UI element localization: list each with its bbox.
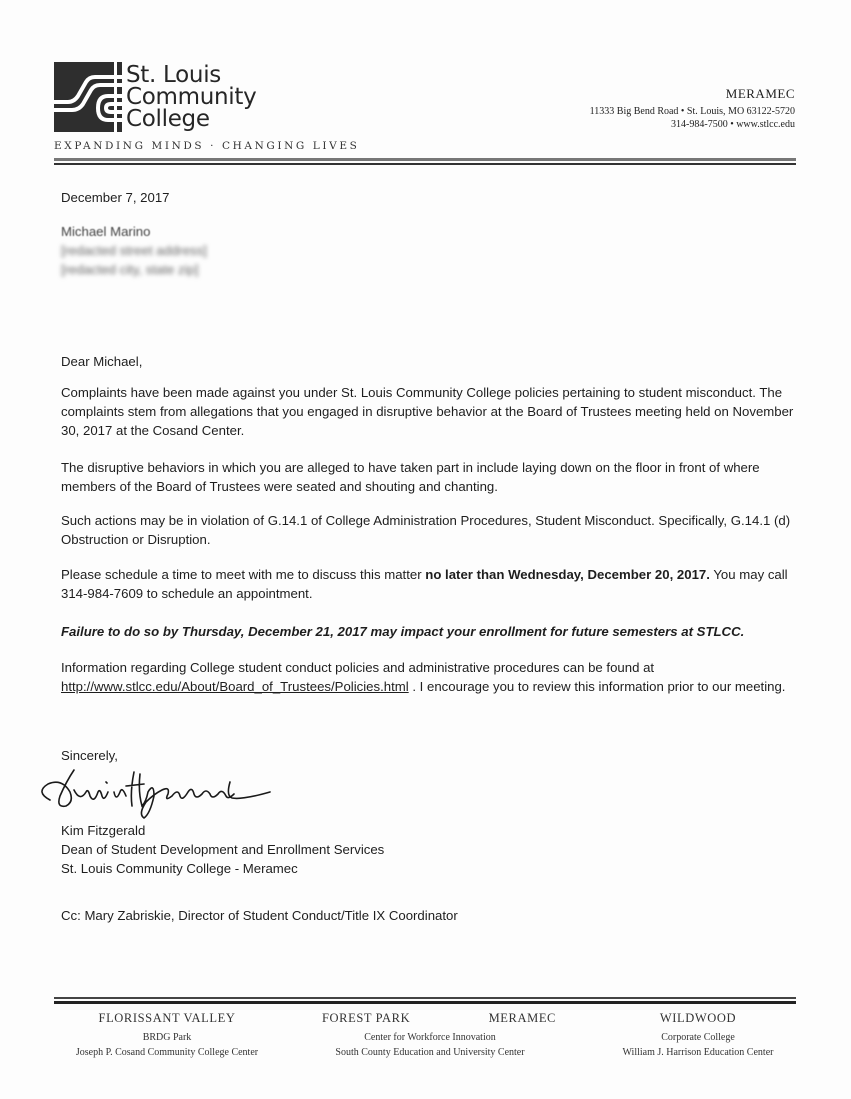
header-divider [54,158,796,161]
footer-campus-name: FOREST PARK [322,1011,411,1025]
footer-campus-florissant-valley [52,1011,282,1060]
paragraph-complaint: Complaints have been made against you under St. Louis Community College policies pertaining to student misconduct. The complaints stem from allegations that you engaged in disruptive behavior at the Board of Trustees meeting held on November 30, 2017 at the Cosand Center. [61,385,794,438]
tagline: EXPANDING MINDS · CHANGING LIVES [54,140,360,152]
signer-title: Dean of Student Development and Enrollment Services [61,842,385,857]
paragraph-warning: Failure to do so by Thursday, December 21, 2017 may impact your enrollment for future semesters at STLCC. [61,624,745,639]
campus-contact: 314-984-7500 • www.stlcc.edu [671,119,795,130]
college-wordmark [126,64,256,130]
deadline-text: no later than Wednesday, December 20, 2017. [425,567,710,582]
footer-campus-name: FLORISSANT VALLEY [98,1011,236,1025]
recipient-block [61,222,801,279]
footer-campus-line: BRDG Park [142,1032,192,1043]
footer-divider [54,1001,796,1004]
cc-line: Cc: Mary Zabriskie, Director of Student Conduct/Title IX Coordinator [61,908,458,923]
signer-name: Kim Fitzgerald [61,823,146,838]
wordmark-line: Community [126,84,257,110]
header-divider [54,163,796,165]
signer-org: St. Louis Community College - Meramec [61,861,298,876]
campus-address: 11333 Big Bend Road • St. Louis, MO 63122-5720 [589,106,795,117]
footer-campus-forest-park-meramec [300,1011,560,1060]
stlcc-logo-mark-icon [54,62,122,132]
recipient-address-redacted: [redacted street address] [61,243,207,258]
paragraph-violation: Such actions may be in violation of G.14.1 of College Administration Procedures, Student Misconduct. Specifically, G.14.1 (d) Obstruction or Disruption. [61,513,791,547]
footer-campus-name: WILDWOOD [659,1011,737,1025]
paragraph-schedule [61,565,801,603]
recipient-address-redacted: [redacted city, state zip] [61,262,199,277]
signature-icon [30,762,280,822]
letter-date: December 7, 2017 [61,190,170,205]
footer-campus-line: South County Education and University Center [335,1047,525,1058]
paragraph-behaviors: The disruptive behaviors in which you are alleged to have taken part in include laying down on the floor in front of where members of the Board of Trustees were seated and shouting and chanting. [61,460,760,494]
policies-text-end: . I encourage you to review this information prior to our meeting. [408,679,786,694]
college-logo [54,62,256,132]
recipient-name: Michael Marino [61,224,151,239]
policies-link[interactable]: http://www.stlcc.edu/About/Board_of_Trustees/Policies.html [61,679,409,694]
footer-campus-line: Joseph P. Cosand Community College Center [75,1047,259,1058]
footer-campus-name: MERAMEC [488,1011,556,1025]
signer-block [61,821,801,878]
closing: Sincerely, [61,748,118,763]
schedule-text: Please schedule a time to meet with me to discuss this matter [61,567,426,582]
schedule-text-end: You may call 314-984-7609 to schedule an appointment. [61,567,788,601]
footer-campus-line: Center for Workforce Innovation [364,1032,496,1043]
paragraph-policies [61,658,801,696]
salutation: Dear Michael, [61,354,143,369]
policies-text: Information regarding College student conduct policies and administrative procedures can be found at [61,660,655,675]
footer-campus-line: William J. Harrison Education Center [622,1047,774,1058]
campus-name: MERAMEC [725,86,795,101]
wordmark-line: College [126,106,210,132]
wordmark-line: St. Louis [126,62,221,88]
footer-campus-wildwood [598,1011,798,1060]
footer-divider [54,997,796,999]
campus-address-block [590,86,795,131]
footer-campus-line: Corporate College [661,1032,735,1043]
